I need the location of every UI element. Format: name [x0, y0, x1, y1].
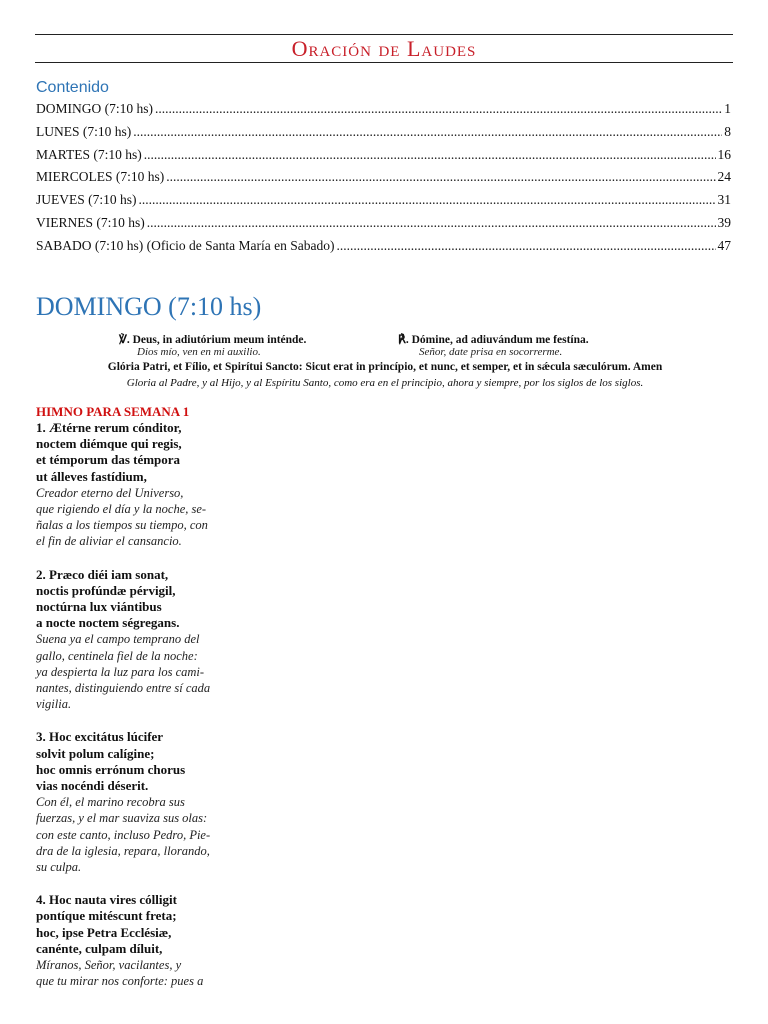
table-of-contents — [36, 101, 731, 261]
latin-line: noctem diémque qui regis, — [36, 436, 182, 452]
gloria-spanish: Gloria al Padre, y al Hijo, y al Espíritu Santo, como era en el principio, ahora y siempre, por los siglos de los siglos. — [126, 377, 644, 389]
spanish-line: ñalas a los tiempos su tiempo, con — [36, 518, 208, 533]
spanish-line: que rigiendo el día y la noche, se- — [36, 502, 207, 517]
gloria-amen: Amen — [632, 361, 663, 373]
toc-entry-label: SABADO (7:10 hs) (Oficio de Santa María en Sabado) — [36, 237, 335, 253]
latin-line: hoc omnis errónum chorus — [36, 761, 186, 777]
spanish-line: dra de la iglesia, repara, llorando, — [36, 843, 210, 858]
toc-entry-viernes[interactable] — [36, 215, 731, 238]
latin-line: 4. Hoc nauta vires cólligit — [36, 892, 177, 908]
toc-entry-sabado[interactable] — [36, 238, 731, 261]
response-symbol: ℟. — [398, 334, 409, 346]
spanish-line: Suena ya el campo temprano del — [36, 632, 200, 647]
day-heading: DOMINGO (7:10 hs) — [36, 292, 262, 321]
hymn-stanza-4 — [36, 892, 266, 989]
spanish-line: su culpa. — [36, 860, 82, 875]
toc-leader-dots — [133, 124, 722, 140]
gloria-latin-text: Glória Patri, et Fílio, et Spirítui Sancto: Sicut erat in princípio, et nunc, et semper, et in sǽcula sæculórum. — [107, 361, 631, 373]
spanish-line: el fin de aliviar el cansancio. — [36, 534, 182, 549]
spanish-line: ya despierta la luz para los cami- — [36, 664, 205, 679]
spanish-line: Míranos, Señor, vacilantes, y — [36, 958, 182, 973]
toc-entry-page: 24 — [717, 169, 731, 185]
spanish-line: gallo, centinela fiel de la noche: — [36, 648, 198, 663]
response-latin — [398, 332, 589, 346]
toc-entry-domingo[interactable] — [36, 101, 731, 124]
spanish-line: nantes, distinguiendo entre sí cada — [36, 681, 211, 696]
hymn-stanza-3 — [36, 729, 266, 875]
toc-entry-label: DOMINGO (7:10 hs) — [36, 101, 153, 116]
toc-entry-martes[interactable] — [36, 147, 731, 170]
toc-entry-label: VIERNES (7:10 hs) — [36, 214, 145, 230]
toc-heading: Contenido — [36, 79, 109, 96]
latin-line: canénte, culpam díluit, — [36, 940, 163, 956]
spanish-line: vigilia. — [36, 697, 72, 712]
toc-entry-jueves[interactable] — [36, 192, 731, 215]
toc-entry-page: 39 — [717, 214, 731, 230]
latin-line: pontíque mitéscunt freta; — [36, 908, 177, 924]
gloria-latin — [40, 361, 730, 373]
toc-entry-page: 16 — [717, 146, 731, 162]
toc-entry-page: 31 — [717, 192, 731, 208]
latin-line: et témporum das témpora — [36, 452, 181, 468]
toc-entry-label: MIERCOLES (7:10 hs) — [36, 169, 165, 185]
toc-leader-dots — [144, 147, 716, 163]
hymn-stanza-2 — [36, 567, 266, 713]
toc-leader-dots — [166, 169, 715, 185]
page-title: Oración de Laudes — [291, 36, 477, 61]
hymn-heading: HIMNO PARA SEMANA 1 — [36, 404, 190, 419]
hymn-stanza-1 — [36, 420, 266, 550]
response-spanish: Señor, date prisa en socorrerme. — [419, 346, 563, 358]
latin-line: 3. Hoc excitátus lúcifer — [36, 729, 164, 745]
toc-entry-page: 1 — [724, 101, 731, 116]
spanish-line: Con él, el marino recobra sus — [36, 795, 185, 810]
toc-leader-dots — [139, 192, 716, 208]
toc-leader-dots — [336, 238, 715, 254]
versicle-symbol: ℣. — [119, 334, 130, 346]
toc-entry-label: LUNES (7:10 hs) — [36, 123, 132, 139]
spanish-line: con este canto, incluso Pedro, Pie- — [36, 827, 211, 842]
toc-entry-page: 47 — [717, 237, 731, 253]
spanish-line: Creador eterno del Universo, — [36, 485, 184, 500]
response-latin-text: Dómine, ad adiuvándum me festína. — [411, 334, 589, 346]
spanish-line: que tu mirar nos conforte: pues a — [36, 974, 204, 989]
toc-leader-dots — [147, 215, 716, 231]
latin-line: hoc, ipse Petra Ecclésiæ, — [36, 924, 172, 940]
toc-entry-page: 8 — [724, 123, 731, 139]
versicle-spanish: Dios mío, ven en mi auxilio. — [137, 346, 261, 358]
latin-line: a nocte noctem ségregans. — [36, 615, 180, 631]
latin-line: 2. Præco diéi iam sonat, — [36, 566, 169, 582]
latin-line: solvit polum calígine; — [36, 745, 155, 761]
latin-line: noctis profúndæ pérvigil, — [36, 582, 176, 598]
toc-entry-label: MARTES (7:10 hs) — [36, 146, 142, 162]
toc-entry-miercoles[interactable] — [36, 169, 731, 192]
toc-leader-dots — [155, 101, 722, 117]
latin-line: ut álleves fastídium, — [36, 468, 147, 484]
latin-line: 1. Ætérne rerum cónditor, — [36, 420, 182, 435]
latin-line: noctúrna lux viántibus — [36, 599, 162, 615]
toc-entry-label: JUEVES (7:10 hs) — [36, 192, 137, 208]
versicle-latin-text: Deus, in adiutórium meum inténde. — [132, 334, 307, 346]
spanish-line: fuerzas, y el mar suaviza sus olas: — [36, 811, 208, 826]
hymn-body — [36, 420, 266, 1007]
title-bar — [35, 34, 733, 63]
toc-entry-lunes[interactable] — [36, 124, 731, 147]
latin-line: vias nocéndi déserit. — [36, 778, 149, 794]
versicle-latin — [119, 332, 306, 346]
